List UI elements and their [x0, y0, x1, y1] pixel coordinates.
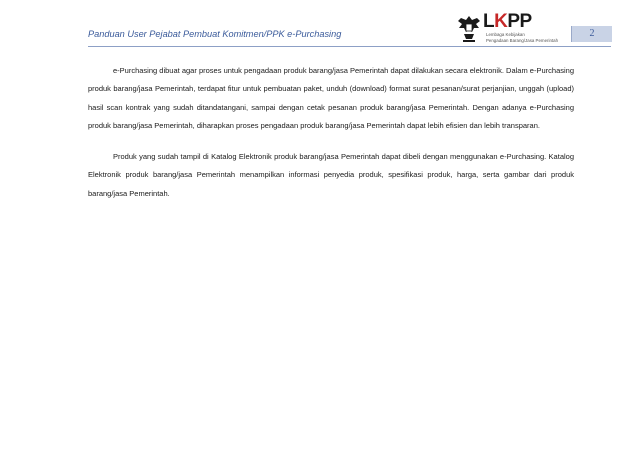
- logo-subtitle-2: Pengadaan Barang/Jasa Pemerintah: [486, 38, 559, 43]
- document-title: Panduan User Pejabat Pembuat Komitmen/PPK e-Purchasing: [88, 29, 342, 39]
- body-paragraph: e-Purchasing dibuat agar proses untuk pengadaan produk barang/jasa Pemerintah dapat dilakukan secara elektronik. Dalam e-Purchasing produk barang/jasa Pemerintah, terdapat fitur untuk pembuatan paket, unduh (download) format surat pesanan/surat perjanjian, unggah (upload) hasil scan kontrak yang sudah ditandatangani, sampai dengan cetak pesanan produk barang/jasa Pemerintah. Dengan adanya e-Purchasing produk barang/jasa Pemerintah, diharapkan proses pengadaan produk barang/jasa Pemerintah dapat lebih efisien dan lebih transparan.: [88, 66, 574, 130]
- garuda-emblem-icon: [455, 12, 483, 44]
- logo-subtitle-1: Lembaga Kebijakan: [486, 32, 525, 37]
- page-header: [0, 0, 638, 48]
- body-paragraph: Produk yang sudah tampil di Katalog Elektronik produk barang/jasa Pemerintah dapat dibeli dengan menggunakan e-Purchasing. Katalog Elektronik produk barang/jasa Pemerintah menampilkan informasi penyedia produk, spesifikasi produk, harga, serta gambar dari produk barang/jasa Pemerintah.: [88, 152, 574, 198]
- document-body: [88, 62, 574, 216]
- lkpp-logo: [455, 12, 567, 46]
- page-number: 2: [571, 26, 612, 42]
- header-divider: [88, 46, 611, 47]
- logo-wordmark: LKPP: [483, 11, 532, 32]
